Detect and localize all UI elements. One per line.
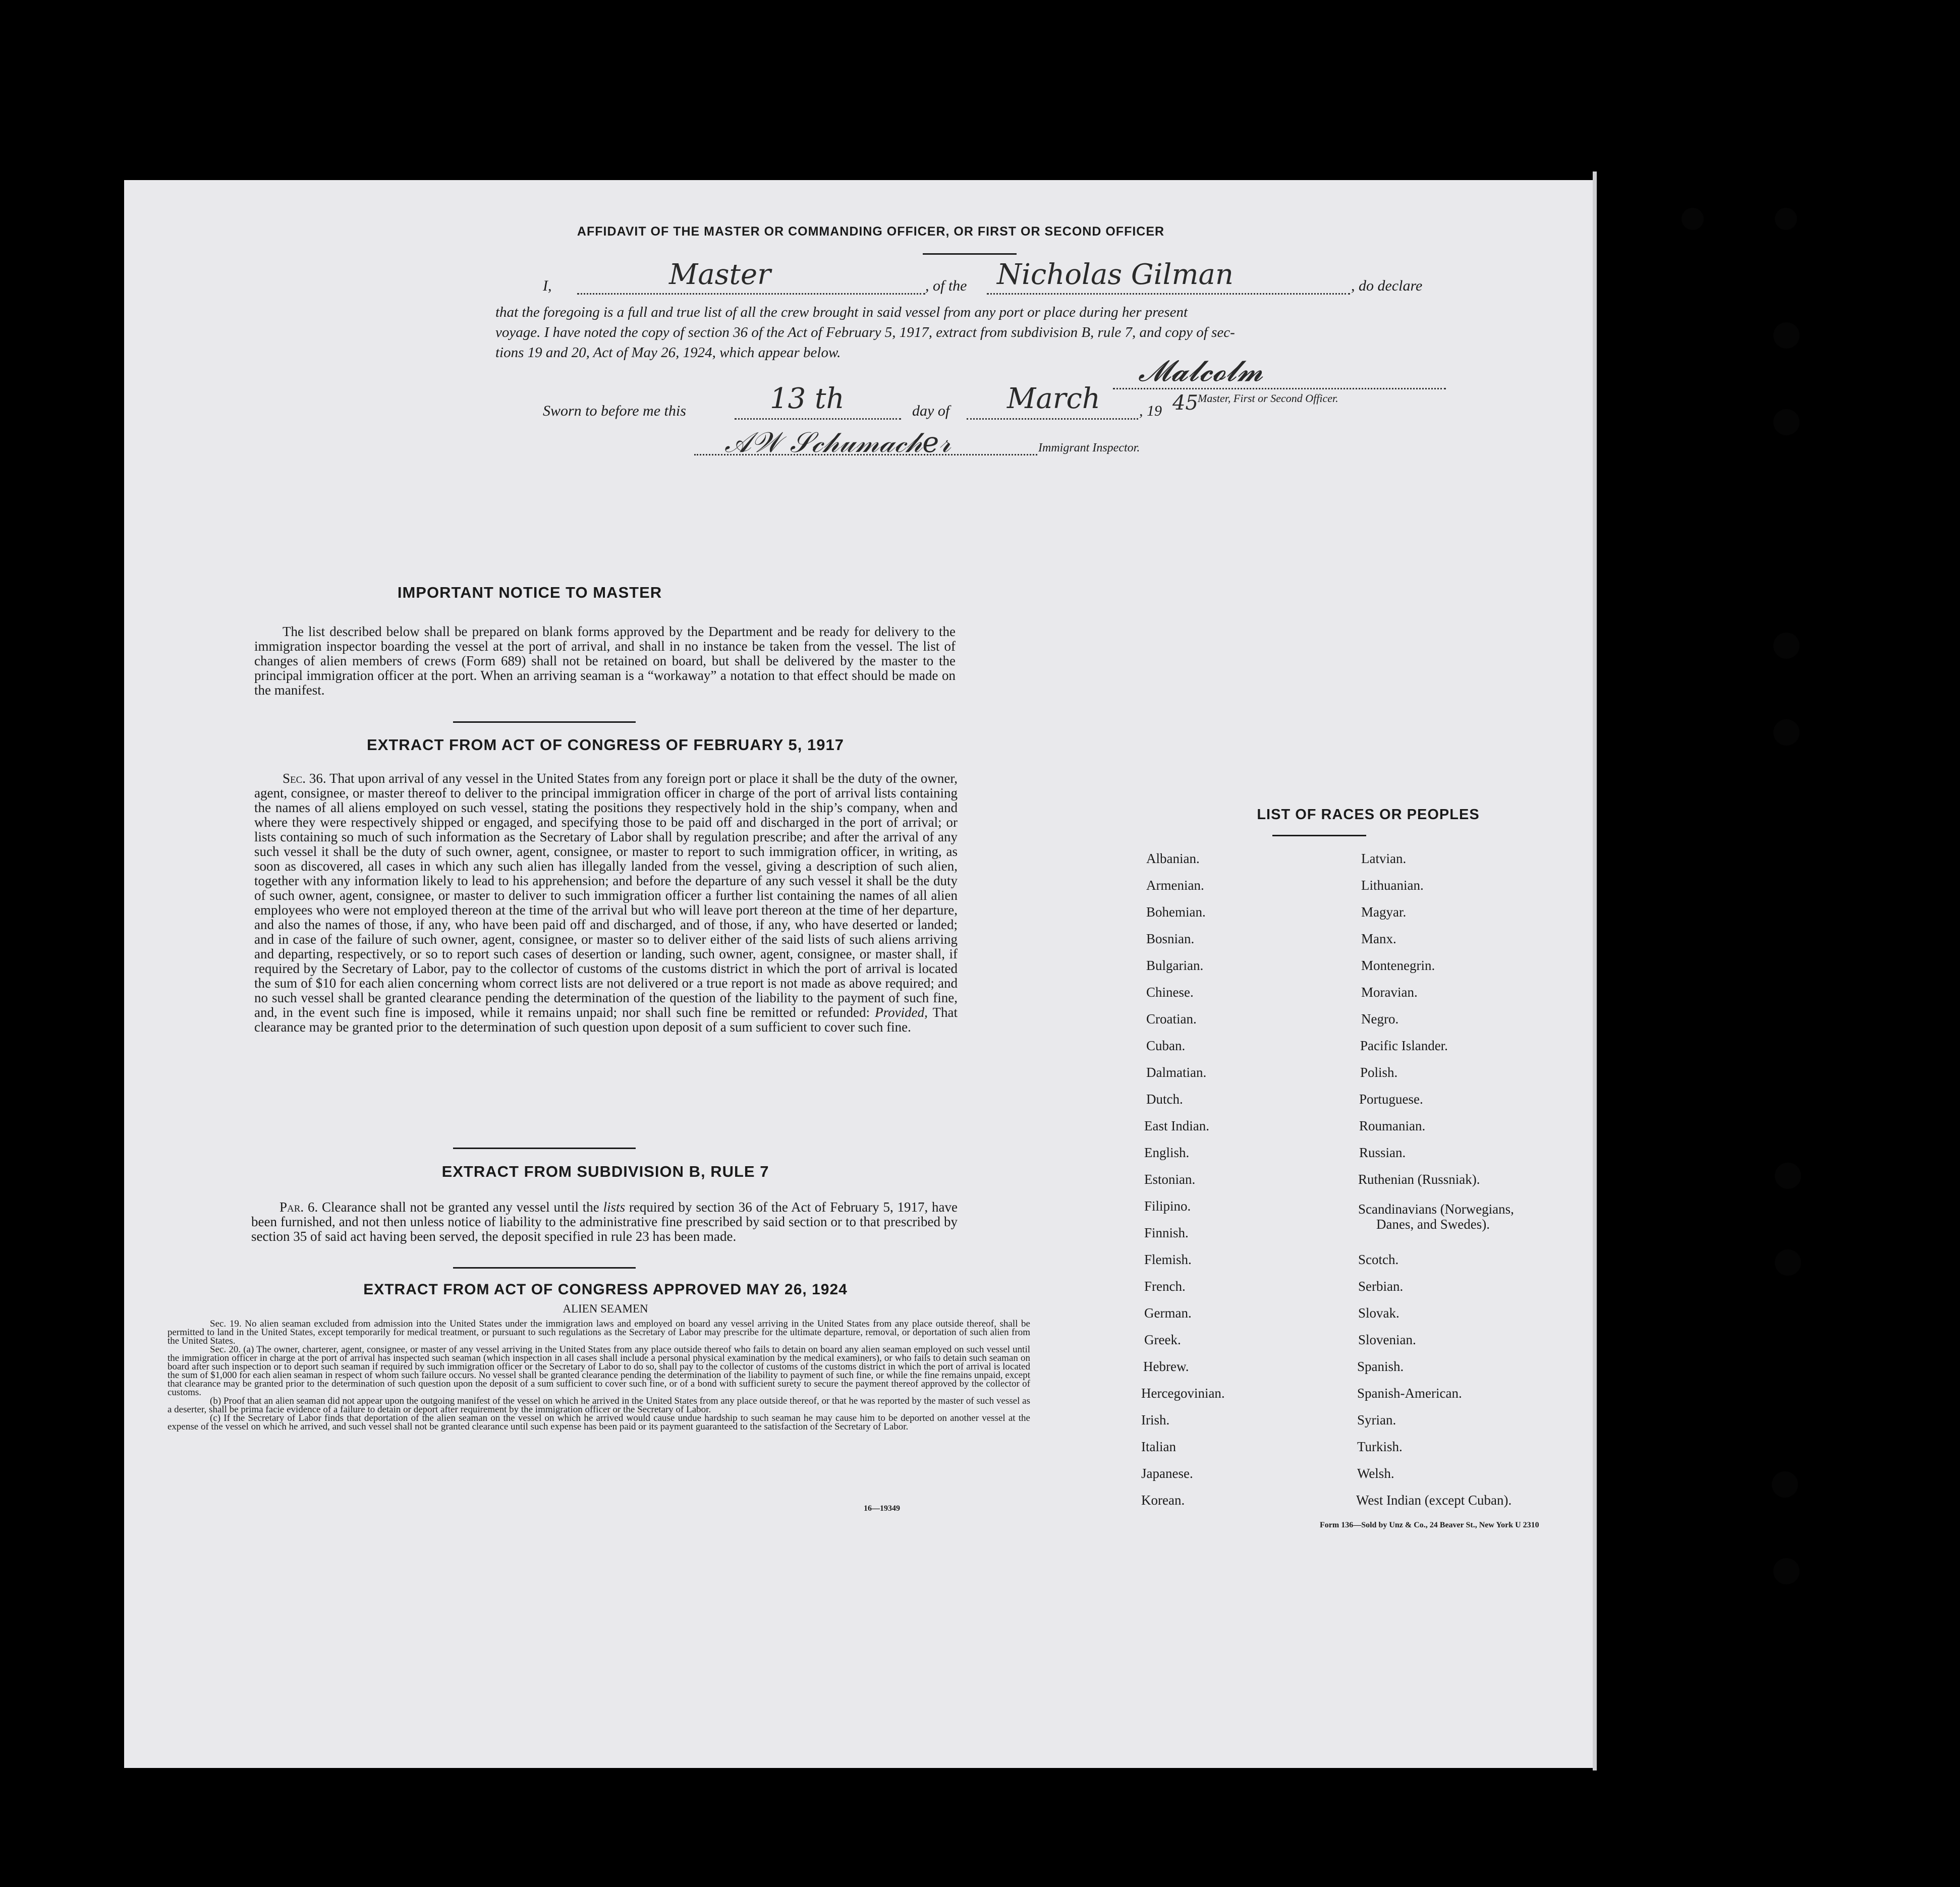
extract-1917-title: EXTRACT FROM ACT OF CONGRESS OF FEBRUARY 5, 1917 <box>367 736 844 754</box>
extract-1917-rule <box>453 1148 636 1149</box>
handwritten-master: Master <box>669 258 771 291</box>
provided-word: Provided, <box>875 1005 928 1020</box>
handwritten-year: 45 <box>1172 391 1198 415</box>
race-item: Dalmatian. <box>1146 1065 1207 1080</box>
handwritten-day: 13 th <box>770 382 845 415</box>
race-item: Montenegrin. <box>1361 958 1435 973</box>
race-item: Latvian. <box>1361 851 1407 866</box>
affidavit-line-3: voyage. I have noted the copy of section 36 of the Act of February 5, 1917, extract from subdivision B, rule 7, and copy of sec- <box>495 324 1235 340</box>
sec-36-label: Sec. 36. <box>283 771 326 786</box>
sworn-prefix: Sworn to before me this <box>543 403 686 419</box>
extract-1917-text <box>254 771 958 1035</box>
race-item: Cuban. <box>1146 1038 1186 1053</box>
sec-20c-text: (c) If the Secretary of Labor finds that deportation of the alien seaman on the vessel on which he arrived would cause undue hardship to such seaman he may cause him to be deported on another vessel at the expense of the vessel on which he arrived, and such vessel shall not be granted clearance until such expense has been paid or its payment guaranteed to the satisfaction of the Secretary of Labor. <box>167 1413 1030 1432</box>
sworn-line <box>543 382 1199 423</box>
notice-title: IMPORTANT NOTICE TO MASTER <box>397 584 662 601</box>
race-item: Pacific Islander. <box>1360 1038 1448 1053</box>
extract-1924-text <box>167 1320 1030 1431</box>
race-item-continuation: Danes, and Swedes). <box>1376 1217 1490 1232</box>
affidavit-declare: , do declare <box>1351 277 1423 294</box>
rule-7-title: EXTRACT FROM SUBDIVISION B, RULE 7 <box>441 1163 769 1180</box>
alien-seamen-subtitle: ALIEN SEAMEN <box>563 1302 648 1315</box>
punch-hole <box>1773 633 1800 659</box>
race-item: Portuguese. <box>1359 1092 1423 1107</box>
race-item: French. <box>1144 1279 1186 1294</box>
signature-caption: Master, First or Second Officer. <box>1198 392 1338 405</box>
sec-36-body: That upon arrival of any vessel in the United States from any foreign port or place it shall be the duty of the owner, agent, consignee, or master thereof to deliver to the principal immigration officer in charge of the port of arrival lists containing the names of all aliens employed on such vessel, stating the positions they respectively hold in the ship’s company, when and where they were respectively shipped or engaged, and specifying those to be paid off and discharged in the port of arrival; or lists containing so much of such information as the Secretary of Labor shall by regulation prescribe; and after the arrival of any such vessel it shall be the duty of such owner, agent, consignee, or master to report to such immigration officer, in writing, as soon as discovered, all cases in which any such alien has illegally landed from the vessel, giving a description of such alien, together with any information likely to lead to his apprehension; and before the departure of any such vessel it shall be the duty of such owner, agent, consignee, or master to deliver to such immigration officer a further list containing the names of all alien employees who were not employed thereon at the time of the arrival but who will leave port thereon at the time of her departure, and also the names of those, if any, who have been paid off and discharged, and of those, if any, who have deserted or landed; and in case of the failure of such owner, agent, consignee, or master so to deliver either of the said lists of such aliens arriving and departing, respectively, or so to report such cases of desertion or landing, such owner, agent, consignee, or master shall, if required by the Secretary of Labor, pay to the collector of customs of the customs district in which the port of arrival is located the sum of $10 for each alien concerning whom correct lists are not delivered or a true report is not made as above required; and no such vessel shall be granted clearance pending the determination of the question of the liability to the payment of such fine, and, in the event such fine is imposed, while it remains unpaid; nor shall such fine be remitted or refunded: <box>254 771 958 1020</box>
punch-hole <box>1773 719 1800 746</box>
race-item: Flemish. <box>1144 1252 1192 1267</box>
race-item: Croatian. <box>1146 1011 1197 1026</box>
race-item: Scotch. <box>1358 1252 1399 1267</box>
punch-hole <box>1775 1249 1801 1276</box>
races-title-rule <box>1272 835 1366 836</box>
punch-hole <box>1775 208 1797 230</box>
race-item: Filipino. <box>1144 1198 1191 1214</box>
form-publisher-note: Form 136—Sold by Unz & Co., 24 Beaver St., New York U 2310 <box>1320 1521 1539 1529</box>
notice-rule <box>453 721 636 723</box>
extract-1924-title: EXTRACT FROM ACT OF CONGRESS APPROVED MAY 26, 1924 <box>363 1281 848 1298</box>
punch-hole <box>1772 1471 1798 1498</box>
race-item: Korean. <box>1141 1493 1185 1508</box>
affidavit-i: I, <box>543 277 552 294</box>
lists-word: lists <box>603 1199 626 1215</box>
race-item: English. <box>1144 1145 1190 1160</box>
race-item: Estonian. <box>1144 1172 1196 1187</box>
race-item: Negro. <box>1361 1011 1399 1026</box>
race-item: Scandinavians (Norwegians, <box>1358 1202 1514 1217</box>
race-item: Italian <box>1141 1439 1176 1454</box>
race-item: Finnish. <box>1144 1225 1189 1240</box>
affidavit-title-rule <box>923 253 1017 255</box>
race-item: Albanian. <box>1146 851 1200 866</box>
race-item: Hercegovinian. <box>1141 1386 1225 1401</box>
race-item: West Indian (except Cuban). <box>1356 1493 1512 1508</box>
race-item: Moravian. <box>1361 985 1418 1000</box>
handwritten-month: March <box>1007 382 1100 415</box>
race-item: Hebrew. <box>1143 1359 1189 1374</box>
race-item: Armenian. <box>1146 878 1204 893</box>
punch-hole <box>1682 208 1704 230</box>
race-item: Magyar. <box>1361 904 1407 920</box>
affidavit-title: AFFIDAVIT OF THE MASTER OR COMMANDING OFFICER, OR FIRST OR SECOND OFFICER <box>577 224 1165 239</box>
affidavit-line-4: tions 19 and 20, Act of May 26, 1924, which appear below. <box>495 345 841 361</box>
race-item: Chinese. <box>1146 985 1194 1000</box>
master-signature: 𝓜𝓪𝓵𝓬𝓸𝓵𝓶 <box>1138 354 1263 388</box>
inspector-signature: 𝒜𝒲 𝒮𝒸𝒽𝓊𝓂𝒶𝒸𝒽𝑒𝓇 <box>724 426 951 459</box>
par-6-label: Par. 6. <box>279 1199 318 1215</box>
race-item: Turkish. <box>1357 1439 1403 1454</box>
sec-36-end: That clearance may be granted prior to the determination of such question upon deposit of a sum sufficient to cover such fine. <box>254 1005 958 1035</box>
handwritten-vessel-name: Nicholas Gilman <box>997 258 1234 291</box>
race-item: German. <box>1144 1305 1192 1321</box>
notice-text: The list described below shall be prepared on blank forms approved by the Department and be ready for delivery to the immigration inspector boarding the vessel at the port of arrival, and shall in no instance be taken from the vessel. The list of changes of alien members of crews (Form 689) shall not be retained on board, but shall be delivered by the master to the principal immigration officer at the port. When an arriving seaman is a “workaway” a notation to that effect should be made on the manifest. <box>254 624 956 698</box>
race-item: Spanish-American. <box>1357 1386 1462 1401</box>
race-item: Lithuanian. <box>1361 878 1424 893</box>
race-item: Manx. <box>1361 931 1396 946</box>
sworn-year-prefix: , 19 <box>1139 403 1162 419</box>
rule-7-body-b: required by section 36 of the Act of February 5, 1917, have been furnished, and not then unless notice of liability to the administrative fine prescribed by said section or to that prescribed by section 35 of said act having been served, the deposit specified in rule 23 has been made. <box>251 1199 958 1244</box>
race-item: Syrian. <box>1357 1412 1396 1427</box>
form-code: 16—19349 <box>864 1504 900 1513</box>
affidavit-line-2: that the foregoing is a full and true list of all the crew brought in said vessel from any port or place during her present <box>495 304 1188 320</box>
race-item: Dutch. <box>1146 1092 1183 1107</box>
sec-19-text: Sec. 19. No alien seaman excluded from admission into the United States under the immigration laws and employed on board any vessel arriving in the United States from any place outside thereof, shall be permitted to land in the United States, except temporarily for medical treatment, or pursuant to such regulations as the Secretary of Labor may prescribe for the ultimate departure, removal, or deportation of such alien from the United States. <box>167 1319 1030 1346</box>
race-item: Greek. <box>1144 1332 1181 1347</box>
punch-hole <box>1773 409 1800 435</box>
punch-hole <box>1775 1163 1801 1189</box>
race-item: Spanish. <box>1357 1359 1404 1374</box>
rule-7-body-a: Clearance shall not be granted any vessel until the <box>322 1199 599 1215</box>
race-item: Bulgarian. <box>1146 958 1204 973</box>
page-edge <box>1593 171 1597 1770</box>
sworn-day-label: day of <box>912 403 950 419</box>
punch-hole <box>1773 322 1800 349</box>
sec-20b-text: (b) Proof that an alien seaman did not appear upon the outgoing manifest of the vessel on which he arrived in the United States from any place outside thereof, or that he was reported by the master of such vessel as a deserter, shall be prima facie evidence of a failure to detain or deport after requirement by the immigration officer or the Secretary of Labor. <box>167 1396 1030 1415</box>
races-title: LIST OF RACES OR PEOPLES <box>1257 807 1480 823</box>
race-item: Serbian. <box>1358 1279 1404 1294</box>
race-item: Japanese. <box>1141 1466 1193 1481</box>
race-item: Russian. <box>1359 1145 1406 1160</box>
race-item: Slovak. <box>1358 1305 1399 1321</box>
affidavit-of-the: , of the <box>925 277 967 294</box>
race-item: Polish. <box>1360 1065 1398 1080</box>
race-item: Slovenian. <box>1358 1332 1416 1347</box>
race-item: East Indian. <box>1144 1118 1209 1133</box>
race-item: Bohemian. <box>1146 904 1206 920</box>
race-item: Roumanian. <box>1359 1118 1426 1133</box>
document-page <box>124 180 1593 1768</box>
inspector-caption: Immigrant Inspector. <box>1038 441 1140 454</box>
affidavit-line-1 <box>543 258 1577 298</box>
race-item: Bosnian. <box>1146 931 1195 946</box>
signature-line <box>1113 388 1446 389</box>
rule-7-text <box>251 1200 958 1244</box>
race-item: Welsh. <box>1357 1466 1394 1481</box>
rule-7-rule <box>453 1267 636 1269</box>
race-item: Ruthenian (Russniak). <box>1358 1172 1480 1187</box>
race-item: Irish. <box>1141 1412 1170 1427</box>
sec-20a-text: Sec. 20. (a) The owner, charterer, agent, consignee, or master of any vessel arriving in the United States from any place outside thereof who fails to detain on board any alien seaman employed on such vessel until the immigration officer in charge at the port of arrival has inspected such seaman (which inspection in all cases shall include a personal physical examination by the medical examiners), or who fails to detain such seaman on board after such inspection or to deport such seaman if required by such immigration officer or the Secretary of Labor to do so, shall pay to the collector of customs of the customs district in which the port of arrival is located the sum of $1,000 for each alien seaman in respect of whom such failure occurs. No vessel shall be granted clearance pending the determination of the liability to payment of such fine, or while the fine remains unpaid, except that clearance may be granted prior to the determination of such question upon the deposit of a sum sufficient to cover such fine, or of a bond with sufficient surety to secure the payment thereof approved by the collector of customs. <box>167 1344 1030 1398</box>
punch-hole <box>1773 1558 1800 1584</box>
